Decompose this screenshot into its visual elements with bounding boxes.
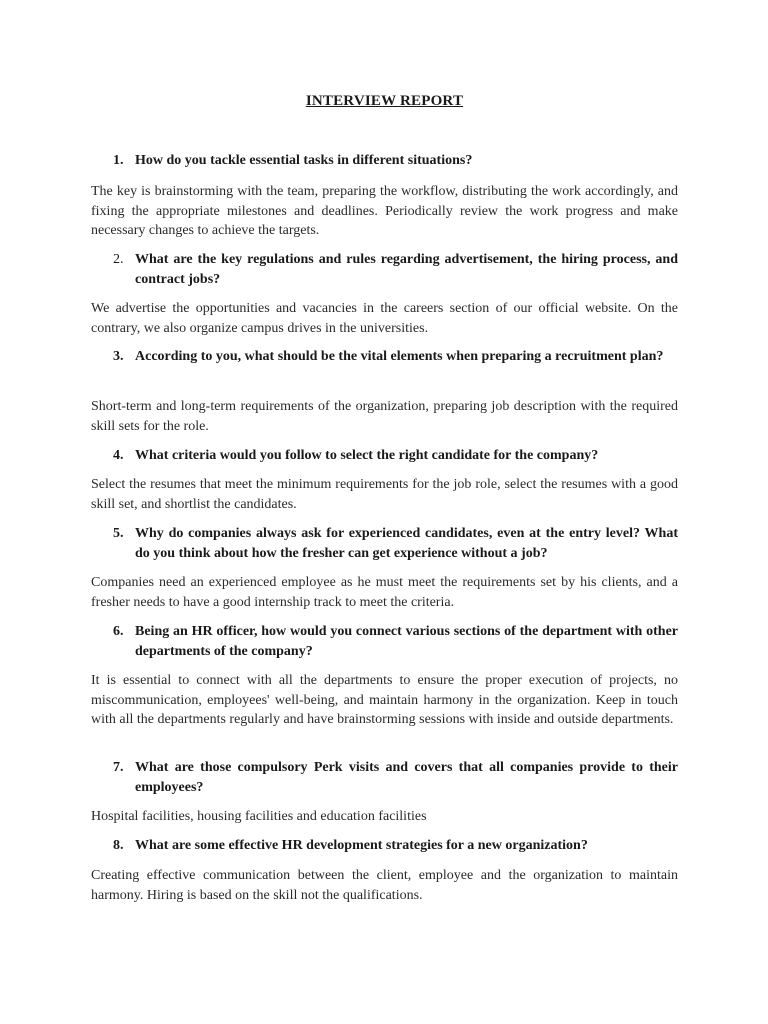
question-text: What are some effective HR development strategies for a new organization? bbox=[135, 838, 588, 853]
question-4 bbox=[113, 446, 678, 466]
question-number: 6. bbox=[113, 624, 124, 639]
question-2 bbox=[113, 250, 678, 290]
question-text: Being an HR officer, how would you connect various sections of the department with other departments of the company? bbox=[135, 624, 678, 659]
question-number: 4. bbox=[113, 448, 124, 463]
document-title: INTERVIEW REPORT bbox=[305, 93, 464, 109]
answer-5: Companies need an experienced employee as he must meet the requirements set by his clients, and a fresher needs to have a good internship track to meet the criteria. bbox=[91, 575, 678, 610]
answer-8: Creating effective communication between the client, employee and the organization to maintain harmony. Hiring is based on the skill not the qualifications. bbox=[91, 868, 678, 903]
question-text: What are the key regulations and rules regarding advertisement, the hiring process, and contract jobs? bbox=[135, 252, 678, 287]
question-7 bbox=[113, 758, 678, 798]
answer-1: The key is brainstorming with the team, preparing the workflow, distributing the work accordingly, and fixing the appropriate milestones and deadlines. Periodically review the work progress and make necessary changes to achieve the targets. bbox=[91, 184, 678, 239]
question-text: What are those compulsory Perk visits and covers that all companies provide to their employees? bbox=[135, 760, 678, 795]
question-number: 1. bbox=[113, 153, 124, 168]
question-number: 2. bbox=[113, 252, 124, 267]
question-8 bbox=[113, 836, 678, 856]
question-text: Why do companies always ask for experienced candidates, even at the entry level? What do you think about how the fresher can get experience without a job? bbox=[135, 526, 678, 561]
answer-3: Short-term and long-term requirements of the organization, preparing job description with the required skill sets for the role. bbox=[91, 399, 678, 434]
question-text: What criteria would you follow to select the right candidate for the company? bbox=[135, 448, 599, 463]
question-number: 8. bbox=[113, 838, 124, 853]
question-3 bbox=[113, 347, 678, 367]
question-number: 5. bbox=[113, 526, 124, 541]
question-1 bbox=[113, 151, 678, 171]
question-text: How do you tackle essential tasks in different situations? bbox=[135, 153, 473, 168]
question-text: According to you, what should be the vital elements when preparing a recruitment plan? bbox=[135, 349, 664, 364]
question-number: 7. bbox=[113, 760, 124, 775]
question-6 bbox=[113, 622, 678, 662]
question-5 bbox=[113, 524, 678, 564]
answer-7: Hospital facilities, housing facilities and education facilities bbox=[91, 809, 427, 824]
answer-4: Select the resumes that meet the minimum requirements for the job role, select the resumes with a good skill set, and shortlist the candidates. bbox=[91, 477, 678, 512]
answer-6: It is essential to connect with all the departments to ensure the proper execution of projects, no miscommunication, employees' well-being, and maintain harmony in the organization. Keep in touch with all the departments regularly and have brainstorming sessions with inside and outside departments. bbox=[91, 673, 678, 728]
question-number: 3. bbox=[113, 349, 124, 364]
answer-2: We advertise the opportunities and vacancies in the careers section of our official website. On the contrary, we also organize campus drives in the universities. bbox=[91, 301, 678, 336]
